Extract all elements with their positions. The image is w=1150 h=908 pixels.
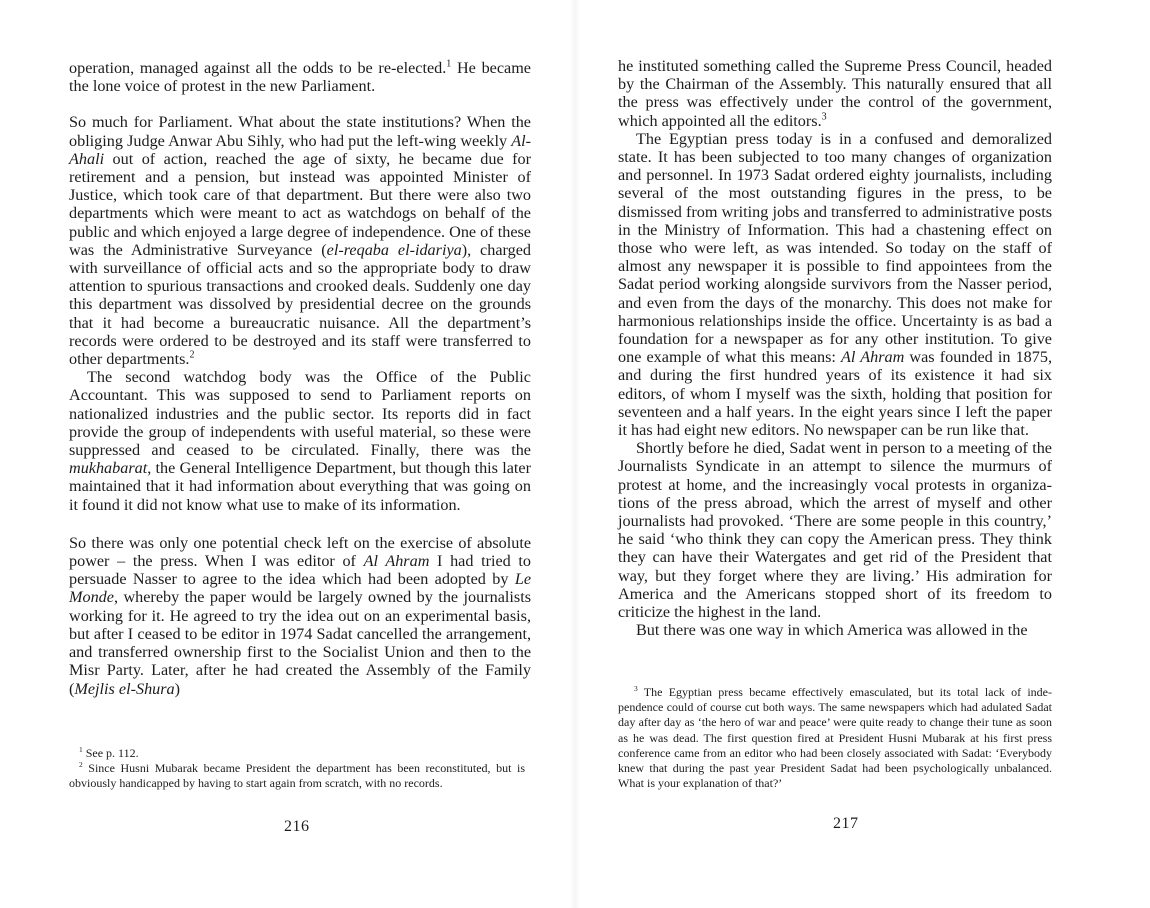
text-run: I had tried to persuade Nasser to agree to the idea which had been adopted by bbox=[69, 552, 531, 589]
text-run: , whereby the paper would be largely owned by the journalists working for it. He agreed to try the idea out on an experimental basis, but after I ceased to be editor in 1974 Sadat cancelled the arrangement, and transferred ownership first to the Socialist Union and then to the Misr Party. Later, after he had created the Assembly of the Family ( bbox=[69, 588, 531, 698]
italic-text: mukhabarat bbox=[69, 459, 148, 478]
right-page bbox=[575, 0, 1150, 908]
text-run: So there was only one potential check left on the exercise of absolute power – the press. When I was editor of bbox=[69, 533, 531, 571]
text-run: , the General Intelligence Department, but though this later maintained that it had information about everything that was going on it found it did not know what use to make of its information. bbox=[69, 459, 531, 514]
text-run: Since Husni Mubarak became President the department has been reconstituted, but is obviously handicapped by having to start again from scratch, with no records. bbox=[69, 761, 525, 791]
page-number: 217 bbox=[833, 815, 859, 832]
page-number: 216 bbox=[284, 818, 310, 835]
paragraph bbox=[69, 59, 531, 95]
left-page-body bbox=[69, 59, 531, 698]
text-run: Shortly before he died, Sadat went in person to a meeting of the Journalists Syndicate in an attempt to silence the murmurs of protest at home, and the increasingly vocal protests in organizations of the press abroad, which the arrest of myself and other journalists had provoked. ‘There are some people in this country,’ he said ‘who think they can copy the American press. They think they can have their Watergates and get rid of the President that way, but they forget where they are living.’ His admiration for America and the Americans stopped short of its freedom to criticize the highest in the land. bbox=[618, 439, 1052, 622]
footnote-marker: 2 bbox=[189, 349, 195, 361]
paragraph bbox=[618, 57, 1052, 130]
paragraph bbox=[69, 113, 531, 368]
italic-text: Al-Ahali bbox=[69, 131, 531, 168]
footnote-marker: 3 bbox=[634, 684, 638, 693]
paragraph bbox=[618, 439, 1052, 621]
text-run: out of action, reached the age of sixty, he became due for retirement and a pension, but instead was appointed Minister of Justice, which took care of that department. But there were also two departments which were meant to act as watchdogs on behalf of the public and which enjoyed a large degree of independence. One of these was the Administrative Surveyance ( bbox=[69, 149, 531, 259]
footnote-marker: 2 bbox=[79, 760, 83, 770]
text-run: was founded in 1875, and during the first hundred years of its existence it had six editors, of whom I myself was the sixth, holding that position for seventeen and a half years. In the eight years since I left the paper it has had eight new editors. No newspaper can be run like that. bbox=[618, 348, 1052, 440]
footnote-marker: 3 bbox=[821, 111, 827, 123]
text-run: ), charged with surveillance of official acts and so the appropriate body to draw attention to spurious transactions and crooked deals. Suddenly one day this department was dissolved by presidential decree on the grounds that it had become a bureaucratic nuisance. All the department’s records were ordered to be destroyed and its staff were transferred to other departments. bbox=[69, 240, 531, 369]
paragraph bbox=[69, 368, 531, 514]
text-run: See p. 112. bbox=[82, 746, 139, 760]
text-run: operation, managed against all the odds to be re-elected. bbox=[69, 59, 447, 77]
footnote bbox=[69, 761, 525, 791]
text-run: He became the lone voice of protest in the new Parliament. bbox=[69, 59, 531, 96]
paragraph bbox=[69, 534, 531, 698]
text-run: The second watchdog body was the Office of the Public Accountant. This was supposed to send to Parliament reports on nationalized industries and the public sector. Its reports did in fact provide the group of independents with useful material, so these were suppressed and ceased to be circulated. Finally, there was the bbox=[69, 368, 531, 460]
text-run: he instituted something called the Supreme Press Council, headed by the Chairman of the Assembly. This naturally ensured that all the press was effectively under the control of the government, which appointed all the editors. bbox=[618, 57, 1052, 130]
italic-text: Al Ahram bbox=[363, 552, 430, 571]
text-run: ) bbox=[174, 679, 181, 698]
text-run: But there was one way in which America was allowed in the bbox=[636, 621, 1028, 640]
italic-text: el-reqaba el-idariya bbox=[326, 240, 462, 259]
right-footnotes bbox=[618, 685, 1052, 791]
italic-text: Mejlis el-Shura bbox=[74, 679, 175, 698]
italic-text: Le Monde bbox=[69, 570, 531, 607]
paragraph bbox=[618, 621, 1052, 639]
footnote-marker: 1 bbox=[79, 745, 83, 754]
text-run: The Egyptian press became effectively emasculated, but its total lack of independence could of course cut both ways. The same newspapers which had adulated Sadat day after day as ‘the hero of war and peace’ were quite ready to change their tune as soon as he was dead. The first question fired at President Husni Mubarak at his first press conference came from an editor who had been closely associated with Sadat: ‘Everybody knew that during the past year President Sadat had been psychologically unbalanced. What is your explanation of that?’ bbox=[618, 685, 1052, 791]
text-run: So much for Parliament. What about the state institutions? When the obliging Judge Anwar Abu Sihly, who had put the left-wing weekly bbox=[69, 113, 531, 150]
left-footnotes bbox=[69, 746, 525, 792]
text-run: The Egyptian press today is in a confused and demoralized state. It has been subjected to too many changes of organization and personnel. In 1973 Sadat ordered eighty journalists, including several of the most outstanding figures in the press, to be dismissed from writing jobs and transferred to administrative posts in the Ministry of Information. This had a chastening effect on those who were left, as was intended. So today on the staff of almost any newspaper it is possible to find appointees from the Sadat period working alongside survivors from the Nasser period, and even from the days of the monarchy. This does not make for harmonious relationships inside the office. Uncertainty is as bad a foundation for a newspaper as for any other institution. To give one example of what this means: bbox=[618, 129, 1052, 367]
footnote bbox=[69, 746, 525, 761]
italic-text: Al Ahram bbox=[841, 348, 905, 367]
footnote bbox=[618, 685, 1052, 791]
paragraph bbox=[618, 130, 1052, 439]
right-page-body bbox=[618, 57, 1052, 640]
footnote-marker: 1 bbox=[446, 58, 452, 70]
